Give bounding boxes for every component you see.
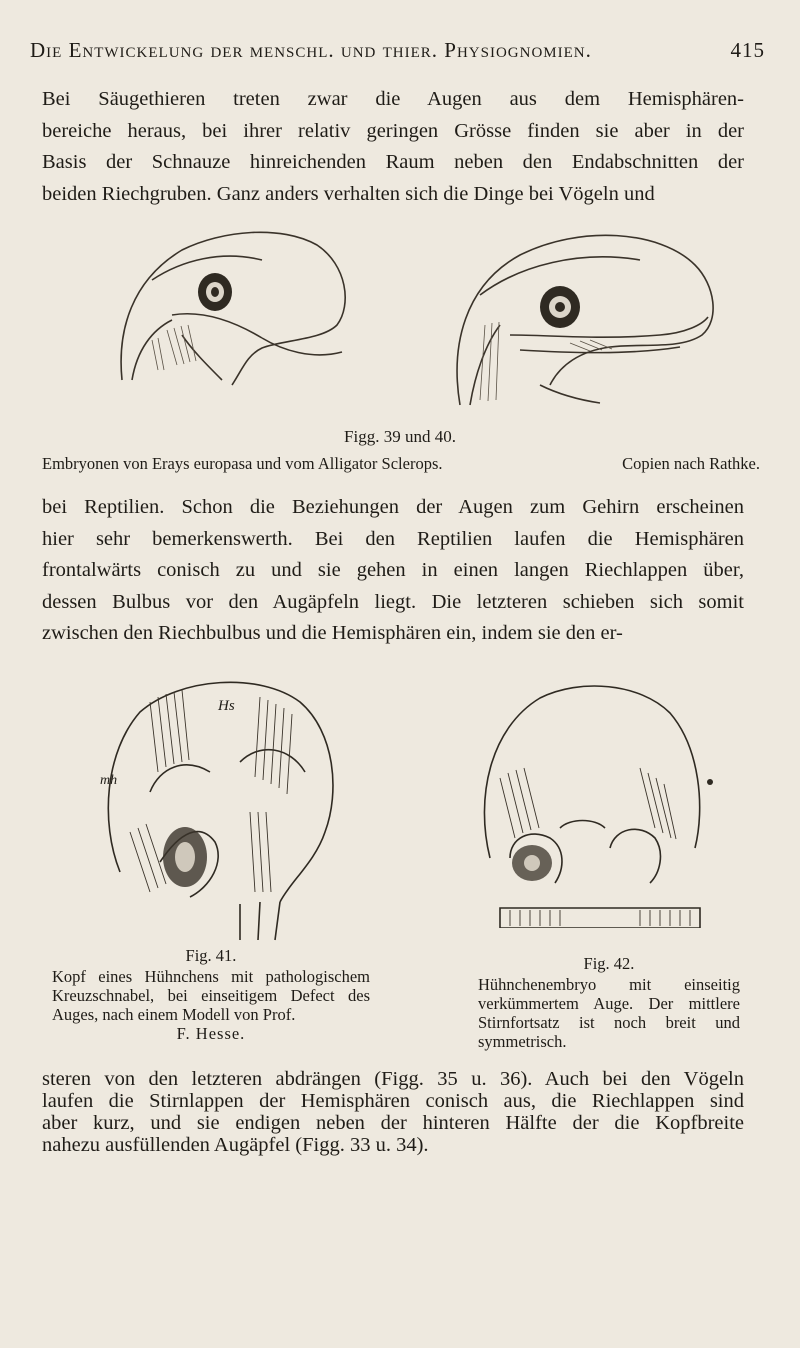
paragraph-1 bbox=[42, 84, 744, 210]
text-line: Bei Säugethieren treten zwar die Augen aus dem Hemisphären- bbox=[42, 88, 744, 110]
paragraph-2 bbox=[42, 492, 744, 650]
running-header bbox=[30, 38, 765, 63]
figure-41-chick-head-illustration bbox=[90, 672, 350, 942]
page-number: 415 bbox=[730, 38, 765, 62]
figure-42-caption bbox=[478, 954, 740, 1051]
figure-41-caption bbox=[52, 946, 370, 1043]
text-line: zwischen den Riechbulbus und die Hemisphären ein, indem sie den er- bbox=[42, 622, 623, 644]
text-line: dessen Bulbus vor den Augäpfeln liegt. Die letzteren schieben sich somit bbox=[42, 590, 744, 613]
text-line: bei Reptilien. Schon die Beziehungen der Augen zum Gehirn erscheinen bbox=[42, 496, 744, 518]
paragraph-3 bbox=[42, 1068, 744, 1156]
figure-41-caption-text: Kopf eines Hühnchens mit pathologischem Kreuzschnabel, bei einseitigem Defect des Auges, nach einem Modell von Prof. bbox=[52, 967, 370, 1024]
figure-40-embryo-illustration bbox=[440, 225, 720, 410]
text-line: aber kurz, und sie endigen neben der hinteren Hälfte der die Kopfbreite bbox=[42, 1112, 744, 1134]
text-line: bereiche heraus, bei ihrer relativ geringen Grösse finden sie aber in der bbox=[42, 119, 744, 142]
figure-41-number: Fig. 41. bbox=[185, 946, 237, 965]
label-hs: Hs bbox=[218, 698, 235, 714]
text-line: Basis der Schnauze hinreichenden Raum neben den Endabschnitten der bbox=[42, 151, 744, 173]
figure-42-chick-embryo-illustration bbox=[470, 678, 720, 928]
text-line: steren von den letzteren abdrängen (Figg. 35 u. 36). Auch bei den Vögeln bbox=[42, 1068, 744, 1090]
text-line: frontalwärts conisch zu und sie gehen in einen langen Riechlappen über, bbox=[42, 559, 744, 581]
figure-41-author: F. Hesse. bbox=[176, 1024, 246, 1043]
figure-42-caption-text: Hühnchenembryo mit einseitig verkümmertem Auge. Der mittlere Stirnfortsatz ist noch breit und symmetrisch. bbox=[478, 975, 740, 1051]
figure-39-40-caption bbox=[42, 454, 760, 474]
text-line: beiden Riechgruben. Ganz anders verhalten sich die Dinge bei Vögeln und bbox=[42, 182, 655, 205]
text-line: hier sehr bemerkenswerth. Bei den Reptilien laufen die Hemisphären bbox=[42, 527, 744, 550]
figure-39-embryo-illustration bbox=[112, 220, 352, 395]
caption-text: Embryonen von Erays europasa und vom Alligator Sclerops. bbox=[42, 454, 443, 473]
label-mh: mh bbox=[100, 773, 118, 788]
text-line: nahezu ausfüllenden Augäpfel (Figg. 33 u. 34). bbox=[42, 1134, 429, 1156]
figure-42-number: Fig. 42. bbox=[583, 954, 635, 973]
text-line: laufen die Stirnlappen der Hemisphären conisch aus, die Riechlappen sind bbox=[42, 1090, 744, 1112]
running-title: Die Entwickelung der menschl. und thier. Physiognomien. bbox=[30, 38, 592, 62]
figure-39-40-label: Figg. 39 und 40. bbox=[344, 427, 456, 446]
caption-credit: Copien nach Rathke. bbox=[622, 454, 760, 473]
